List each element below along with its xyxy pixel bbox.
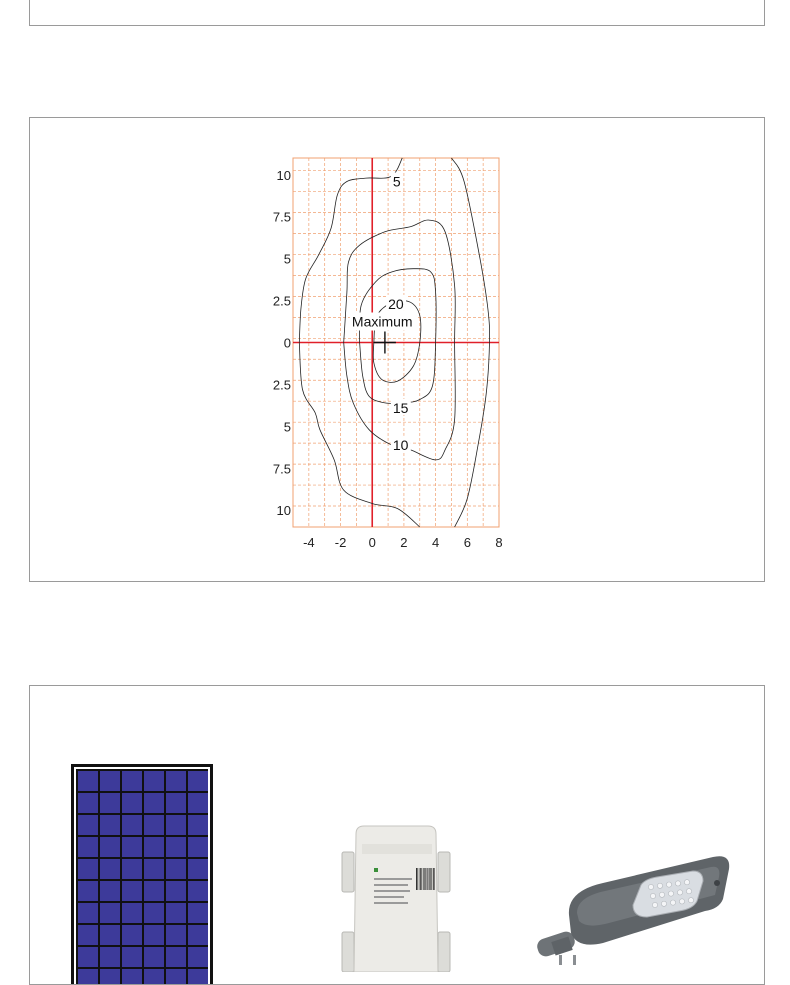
x-tick-label: -4 [303, 535, 315, 550]
y-tick-label: 2.5 [272, 293, 291, 309]
y-tick-label: 7.5 [272, 209, 291, 225]
contour-label-10: 10 [392, 436, 409, 453]
y-tick-label: 0 [283, 335, 291, 351]
top-panel [29, 0, 765, 26]
x-tick-label: 8 [495, 535, 503, 550]
y-tick-label: 10 [276, 167, 291, 183]
chart-axes [293, 158, 499, 527]
y-tick-label: 10 [276, 503, 291, 519]
contour-10 [344, 220, 456, 460]
contour-5 [299, 343, 420, 528]
products-panel [29, 685, 765, 985]
contour-label-15: 15 [392, 399, 409, 416]
y-tick-label: 7.5 [272, 461, 291, 477]
street-light-image [533, 851, 748, 976]
controller-box-image [338, 822, 458, 972]
x-tick-label: 2 [400, 535, 408, 550]
maximum-marker [374, 332, 396, 354]
solar-panel-image [71, 764, 213, 984]
isolux-chart-panel [29, 117, 765, 582]
x-tick-label: 6 [463, 535, 471, 550]
contour-label-5: 5 [392, 173, 401, 190]
contour-15 [359, 269, 436, 404]
contour-label-20: 20 [388, 295, 404, 312]
y-tick-label: 2.5 [272, 377, 291, 393]
x-tick-label: 4 [431, 535, 440, 550]
isolux-chart [30, 118, 764, 581]
x-tick-label: 0 [368, 535, 376, 550]
y-tick-label: 5 [283, 419, 291, 435]
y-tick-label: 5 [283, 251, 291, 267]
x-tick-label: -2 [334, 535, 347, 550]
maximum-label: Maximum [351, 313, 413, 330]
